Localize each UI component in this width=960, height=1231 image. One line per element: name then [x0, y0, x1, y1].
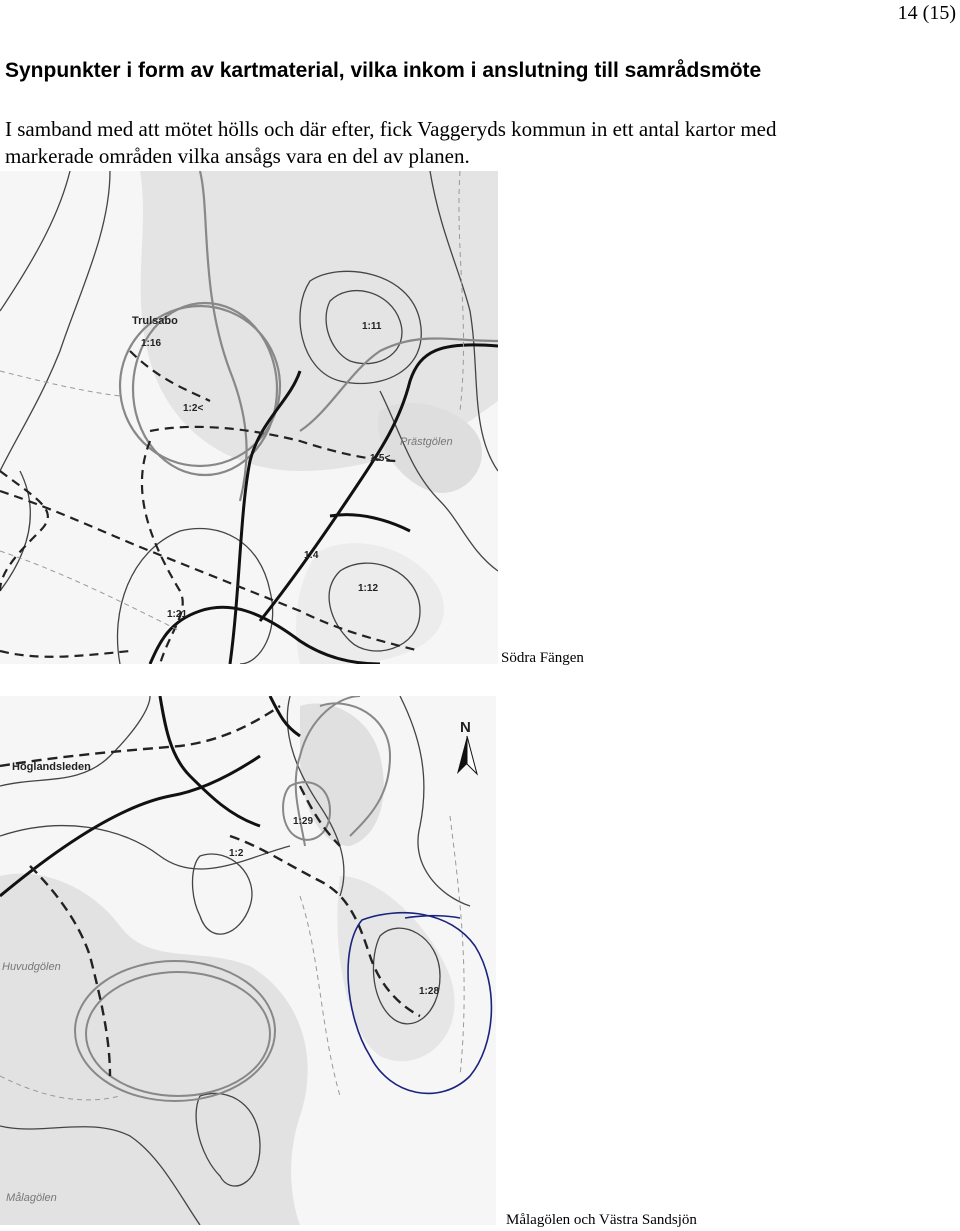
map-label: 1:11	[362, 321, 382, 332]
property-line	[0, 551, 180, 631]
map-label: 1:5<	[370, 453, 391, 464]
map-label: Prästgölen	[400, 436, 453, 448]
contour-line	[0, 171, 70, 311]
map-label: 1:4	[304, 550, 319, 561]
dashed-path	[0, 706, 280, 766]
road	[330, 515, 410, 531]
contour-line	[118, 529, 273, 665]
dashed-path	[0, 471, 48, 591]
shaded-area	[337, 876, 454, 1061]
map-label: Målagölen	[6, 1192, 57, 1204]
property-line	[0, 371, 120, 396]
map-sodra-fangen	[0, 171, 498, 664]
map-label: 1:29	[293, 816, 314, 827]
shaded-area	[0, 873, 308, 1225]
road	[270, 696, 300, 736]
map-label: Höglandsleden	[12, 761, 91, 773]
map-label: 1:2	[229, 848, 244, 859]
map-label: 1:2<	[183, 403, 204, 414]
map-label: 1:21	[167, 609, 188, 620]
dashed-path	[0, 651, 130, 657]
intro-paragraph: I samband med att mötet hölls och där efter, fick Vaggeryds kommun in ett antal kartor med markerade områden vilka ansågs vara en del av planen.	[5, 117, 777, 168]
page-number: 14 (15)	[897, 2, 956, 24]
map-sodra-fangen-drawing	[0, 171, 498, 664]
map-label: 1:12	[358, 583, 379, 594]
map-caption: Målagölen och Västra Sandsjön	[506, 1212, 697, 1228]
map-label: 1:28	[419, 986, 440, 997]
road	[160, 696, 260, 826]
property-line	[450, 816, 464, 1076]
map-label: 1:16	[141, 338, 162, 349]
map-malagolen-drawing	[0, 696, 496, 1225]
map-caption: Södra Fängen	[501, 650, 584, 666]
map-label: Trulsabo	[132, 315, 178, 327]
shaded-area	[296, 543, 444, 664]
road	[0, 756, 260, 896]
map-malagolen	[0, 696, 496, 1225]
map-label: Huvudgölen	[2, 961, 61, 973]
north-arrow-icon	[457, 719, 477, 774]
north-label: N	[460, 719, 471, 736]
section-heading: Synpunkter i form av kartmaterial, vilka inkom i anslutning till samrådsmöte	[5, 59, 762, 82]
